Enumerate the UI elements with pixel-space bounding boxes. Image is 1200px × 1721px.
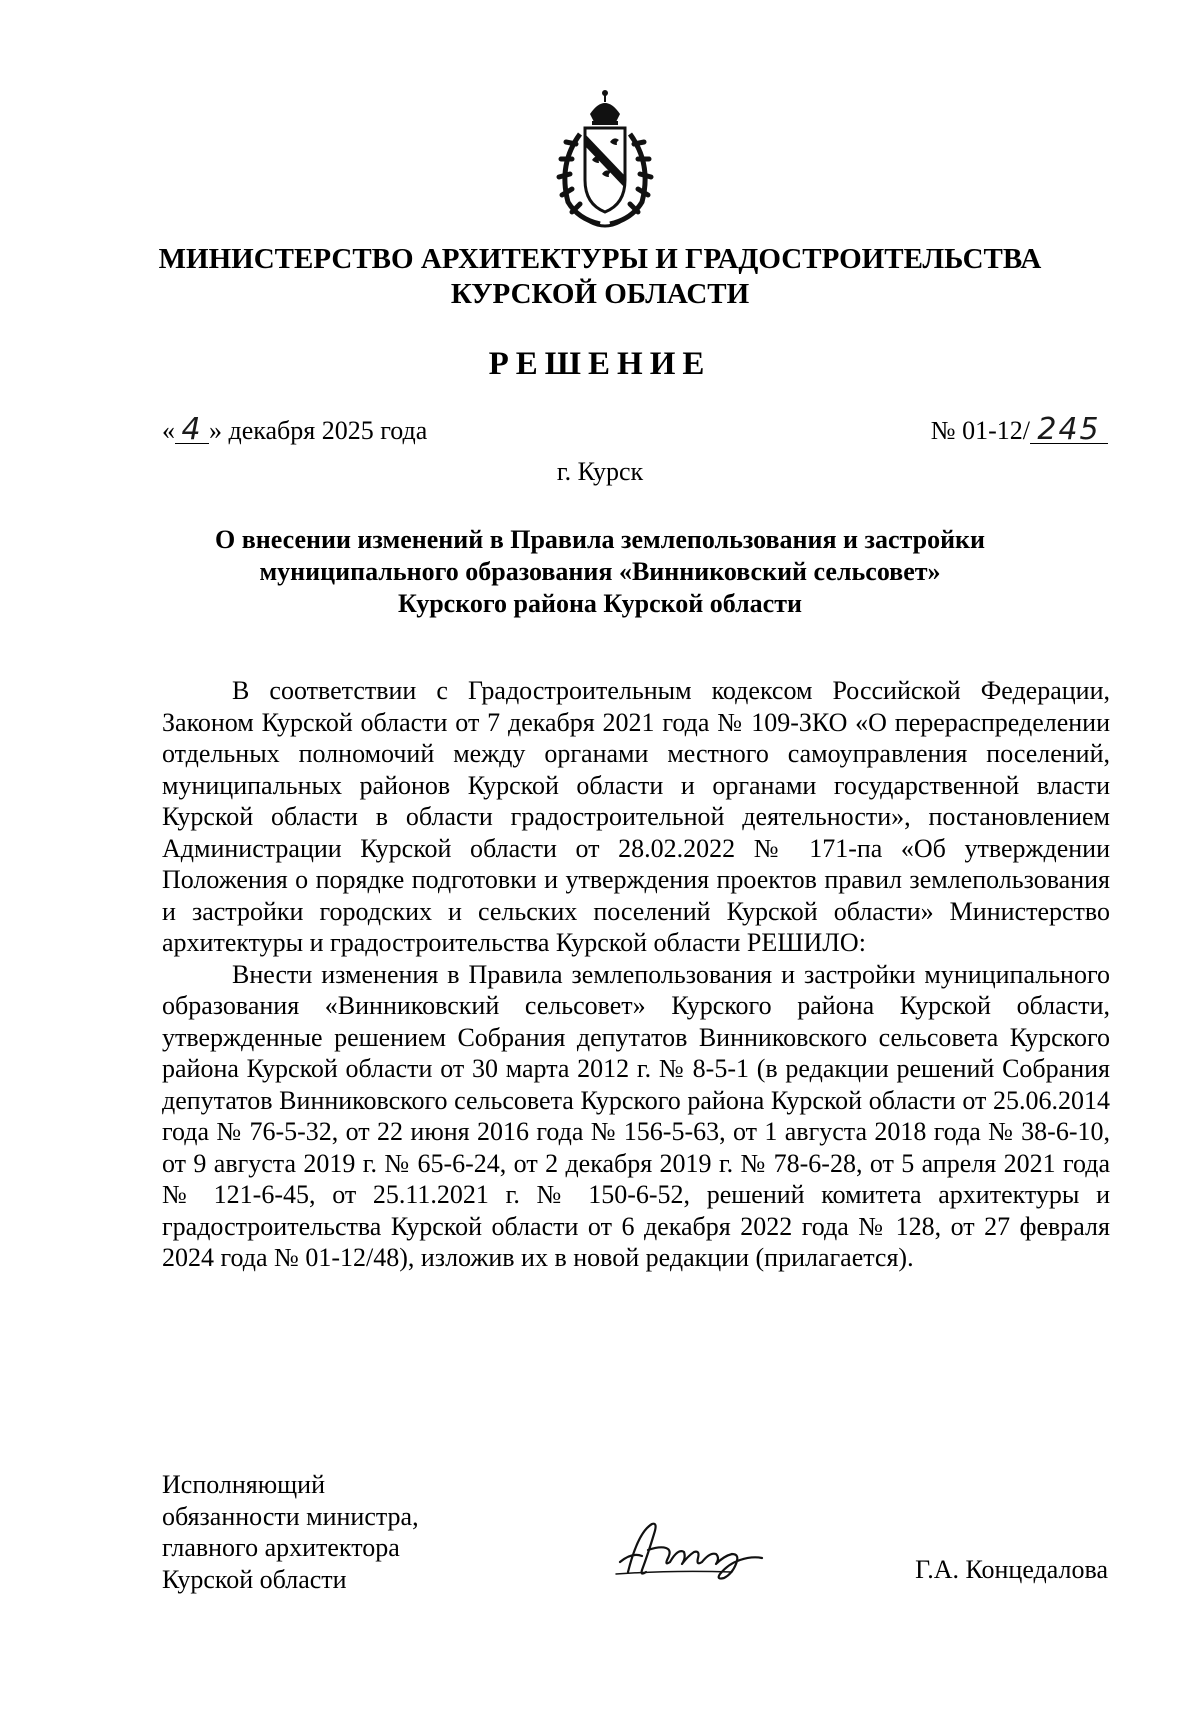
- signer-line-3: главного архитектора: [162, 1533, 400, 1562]
- city: г. Курск: [556, 457, 644, 486]
- signer-line-2: обязанности министра,: [162, 1501, 419, 1531]
- decision-subject: [0, 524, 1200, 620]
- ministry-line-2: КУРСКОЙ ОБЛАСТИ: [450, 278, 750, 310]
- signer-line-4: Курской области: [162, 1564, 347, 1594]
- date-rest: » декабря 2025 года: [209, 416, 428, 445]
- signer-title: [162, 1469, 419, 1595]
- number-prefix: № 01-12/: [930, 416, 1030, 445]
- handwritten-signature-icon: [612, 1512, 792, 1584]
- subject-line-1: О внесении изменений в Правила землепользования и застройки: [214, 525, 986, 554]
- date-quote-open: «: [162, 416, 175, 445]
- decision-title: РЕШЕНИЕ: [488, 346, 712, 382]
- subject-line-3: Курского района Курской области: [398, 589, 802, 618]
- date-day-handwritten: 4: [175, 417, 209, 444]
- number-handwritten: 245: [1030, 417, 1108, 444]
- body-paragraph-1: В соответствии с Градостроительным кодексом Российской Федерации, Законом Курской области от 7 декабря 2021 года № 109-ЗКО «О перераспределении отдельных полномочий между органами местного самоуправления поселений, муниципальных районов Курской области и органами государственной власти Курской области в области градостроительной деятельности», постановлением Администрации Курской области от 28.02.2022 № 171-па «Об утверждении Положения о порядке подготовки и утверждения проектов правил землепользования и застройки городских и сельских поселений Курской области» Министерство архитектуры и градостроительства Курской области РЕШИЛО:: [162, 676, 1110, 957]
- decision-number: [930, 412, 1108, 447]
- kursk-coat-of-arms-icon: [550, 84, 660, 232]
- ministry-line-1: МИНИСТЕРСТВО АРХИТЕКТУРЫ И ГРАДОСТРОИТЕЛЬСТВА: [158, 243, 1042, 275]
- decision-body: [162, 675, 1110, 1274]
- body-paragraph-2: Внести изменения в Правила землепользования и застройки муниципального образования «Винниковский сельсовет» Курского района Курской области, утвержденные решением Собрания депутатов Винниковского сельсовета Курского района Курской области от 30 марта 2012 г. № 8-5-1 (в редакции решений Собрания депутатов Винниковского сельсовета Курского района Курской области от 25.06.2014 года № 76-5-32, от 22 июня 2016 года № 156-5-63, от 1 августа 2018 года № 38-6-10, от 9 августа 2019 г. № 65-6-24, от 2 декабря 2019 г. № 78-6-28, от 5 апреля 2021 года № 121-6-45, от 25.11.2021 г. № 150-6-52, решений комитета архитектуры и градостроительства Курской области от 6 декабря 2022 года № 128, от 27 февраля 2024 года № 01-12/48), изложив их в новой редакции (прилагается).: [162, 959, 1110, 1272]
- decision-date: [162, 412, 428, 447]
- signer-line-1: Исполняющий: [162, 1470, 326, 1499]
- ministry-header: [0, 242, 1200, 312]
- signer-name: Г.А. Концедалова: [915, 1555, 1108, 1584]
- subject-line-2: муниципального образования «Винниковский сельсовет»: [259, 557, 941, 586]
